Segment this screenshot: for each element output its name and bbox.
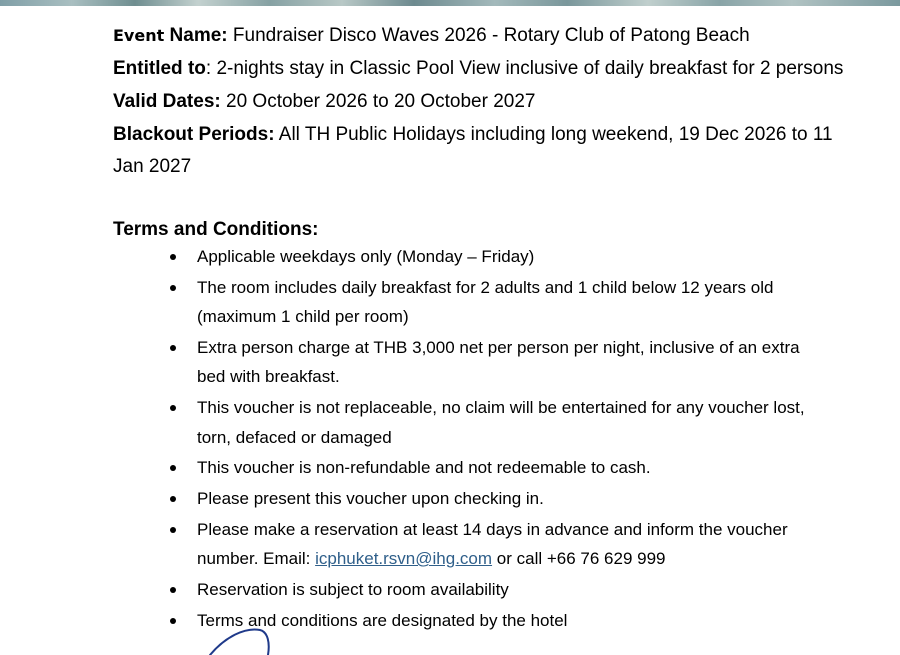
bullet-icon: [170, 587, 176, 593]
term-text: Terms and conditions are designated by the hotel: [197, 610, 568, 630]
term-text: Applicable weekdays only (Monday – Friday): [197, 247, 535, 266]
bullet-icon: [170, 527, 176, 533]
reservation-email-link[interactable]: icphuket.rsvn@ihg.com: [315, 549, 493, 569]
reservation-text: Please make a reservation at least 14 days in advance and inform the voucher number. Email:: [197, 519, 788, 569]
list-item: [170, 484, 820, 514]
list-item: [170, 393, 820, 452]
event-name-line: [113, 20, 873, 52]
event-prefix: Event: [113, 26, 165, 45]
term-text: Extra person charge at THB 3,000 net per person per night, inclusive of an extra bed with breakfast.: [197, 337, 800, 387]
list-item: [170, 515, 820, 574]
event-value: Fundraiser Disco Waves 2026 - Rotary Club of Patong Beach: [232, 25, 750, 46]
terms-heading: Terms and Conditions:: [113, 219, 319, 240]
signature-mark: [200, 625, 290, 655]
reservation-phone-text: or call +66 76 629 999: [492, 549, 666, 569]
list-item: [170, 575, 820, 605]
valid-dates-line: [113, 86, 873, 118]
term-text: The room includes daily breakfast for 2 adults and 1 child below 12 years old (maximum 1 child per room): [197, 277, 774, 327]
entitled-line: [113, 53, 873, 85]
event-label: Name:: [169, 25, 228, 46]
term-text: Reservation is subject to room availability: [197, 579, 509, 599]
valid-value: 20 October 2026 to 20 October 2027: [226, 91, 536, 112]
bullet-icon: [170, 465, 176, 471]
terms-list: [170, 242, 820, 636]
list-item: [170, 453, 820, 483]
bullet-icon: [170, 345, 176, 351]
list-item: [170, 333, 820, 392]
blackout-label: Blackout Periods:: [113, 124, 275, 145]
bullet-icon: [170, 254, 176, 260]
blackout-value: All TH Public Holidays including long weekend, 19 Dec 2026 to 11 Jan 2027: [113, 124, 833, 177]
bullet-icon: [170, 405, 176, 411]
list-item: [170, 273, 820, 332]
header-banner-image: [0, 0, 900, 6]
bullet-icon: [170, 285, 176, 291]
term-text: This voucher is not replaceable, no claim will be entertained for any voucher lost, torn, defaced or damaged: [197, 398, 805, 447]
term-text: Please present this voucher upon checking in.: [197, 488, 544, 508]
list-item: [170, 242, 820, 272]
entitled-value: : 2-nights stay in Classic Pool View inclusive of daily breakfast for 2 persons: [205, 58, 844, 79]
blackout-line: [113, 119, 848, 183]
voucher-details: [113, 20, 873, 184]
bullet-icon: [170, 618, 176, 624]
entitled-label: Entitled to: [113, 58, 206, 79]
term-text: This voucher is non-refundable and not redeemable to cash.: [197, 458, 651, 478]
bullet-icon: [170, 496, 176, 502]
valid-label: Valid Dates:: [113, 91, 221, 112]
